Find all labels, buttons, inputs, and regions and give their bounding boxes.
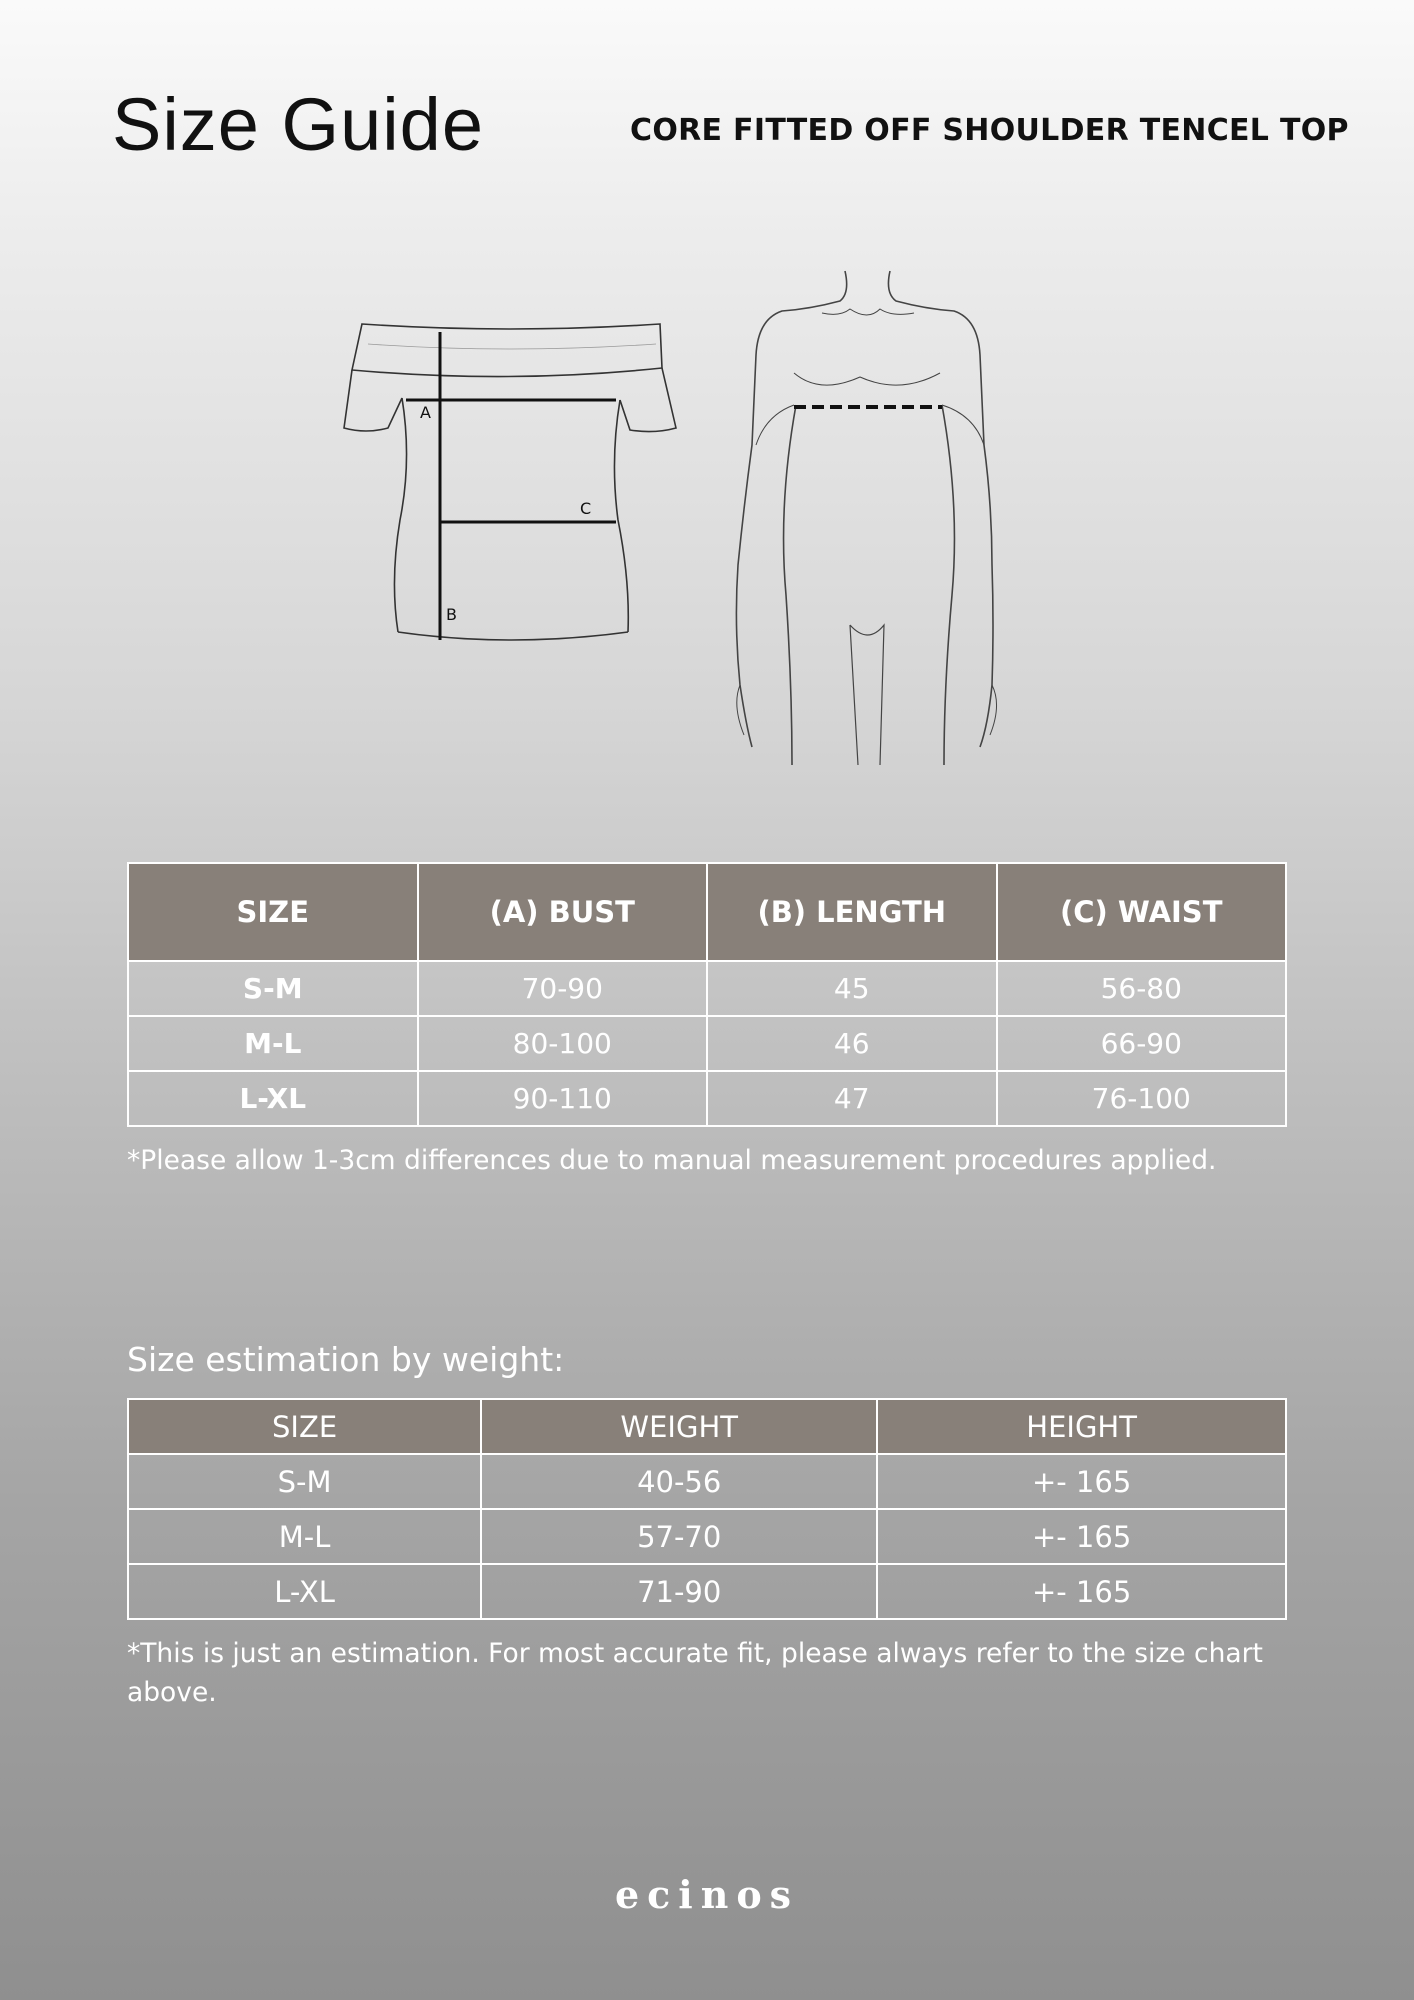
weight-table bbox=[127, 1398, 1287, 1620]
table-row bbox=[128, 961, 1286, 1016]
length-cell: 47 bbox=[707, 1071, 997, 1126]
weight-cell: 57-70 bbox=[481, 1509, 877, 1564]
table-row bbox=[128, 1564, 1286, 1619]
weight-cell: 40-56 bbox=[481, 1454, 877, 1509]
page-title: Size Guide bbox=[112, 83, 484, 166]
header-bust: (A) BUST bbox=[418, 863, 708, 961]
header-height: HEIGHT bbox=[877, 1399, 1286, 1454]
waist-cell: 56-80 bbox=[997, 961, 1287, 1016]
size-cell: S-M bbox=[128, 961, 418, 1016]
size-cell: M-L bbox=[128, 1509, 481, 1564]
waist-cell: 76-100 bbox=[997, 1071, 1287, 1126]
header-waist: (C) WAIST bbox=[997, 863, 1287, 961]
waist-cell: 66-90 bbox=[997, 1016, 1287, 1071]
length-cell: 46 bbox=[707, 1016, 997, 1071]
label-b: B bbox=[446, 605, 457, 624]
table-row bbox=[128, 1016, 1286, 1071]
header-size: SIZE bbox=[128, 863, 418, 961]
length-cell: 45 bbox=[707, 961, 997, 1016]
header-weight: WEIGHT bbox=[481, 1399, 877, 1454]
product-name: CORE FITTED OFF SHOULDER TENCEL TOP bbox=[630, 113, 1349, 148]
measurements-table bbox=[127, 862, 1287, 1127]
height-cell: +- 165 bbox=[877, 1509, 1286, 1564]
table-header-row bbox=[128, 863, 1286, 961]
brand-logo: ecinos bbox=[614, 1872, 800, 1917]
measurement-note: *Please allow 1-3cm differences due to manual measurement procedures applied. bbox=[127, 1145, 1217, 1176]
estimation-note: *This is just an estimation. For most accurate fit, please always refer to the size chart above. bbox=[127, 1638, 1263, 1708]
header-size: SIZE bbox=[128, 1399, 481, 1454]
bust-cell: 80-100 bbox=[418, 1016, 708, 1071]
size-cell: L-XL bbox=[128, 1071, 418, 1126]
bust-cell: 90-110 bbox=[418, 1071, 708, 1126]
size-cell: L-XL bbox=[128, 1564, 481, 1619]
weight-section-heading: Size estimation by weight: bbox=[127, 1340, 565, 1379]
weight-cell: 71-90 bbox=[481, 1564, 877, 1619]
bust-cell: 70-90 bbox=[418, 961, 708, 1016]
height-cell: +- 165 bbox=[877, 1454, 1286, 1509]
table-row bbox=[128, 1509, 1286, 1564]
label-c: C bbox=[580, 499, 592, 518]
top-garment-illustration bbox=[340, 310, 680, 660]
body-figure-illustration bbox=[730, 265, 1010, 775]
header-length: (B) LENGTH bbox=[707, 863, 997, 961]
size-cell: S-M bbox=[128, 1454, 481, 1509]
size-cell: M-L bbox=[128, 1016, 418, 1071]
label-a: A bbox=[420, 403, 431, 422]
height-cell: +- 165 bbox=[877, 1564, 1286, 1619]
table-header-row bbox=[128, 1399, 1286, 1454]
table-row bbox=[128, 1454, 1286, 1509]
table-row bbox=[128, 1071, 1286, 1126]
